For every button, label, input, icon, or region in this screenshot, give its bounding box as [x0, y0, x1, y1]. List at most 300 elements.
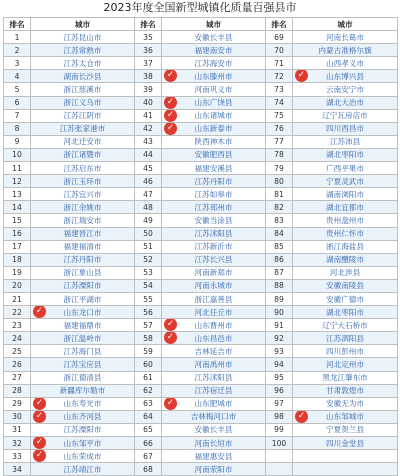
rank-cell — [135, 83, 162, 96]
rank-value: 84 — [274, 229, 284, 239]
table-body — [4, 31, 398, 476]
rank-cell — [266, 162, 293, 175]
rank-value: 25 — [12, 346, 22, 356]
city-name: 辽宁大石桥市 — [322, 320, 368, 330]
city-name: 河北任丘市 — [194, 307, 233, 317]
city-cell — [162, 345, 266, 358]
city-name: 安徽广德市 — [326, 294, 364, 304]
city-cell — [162, 227, 266, 240]
city-cell — [162, 292, 266, 305]
city-cell — [31, 188, 135, 201]
rank-value: 35 — [143, 32, 153, 42]
table-row — [4, 463, 398, 476]
city-cell — [162, 371, 266, 384]
rank-value: 17 — [12, 242, 22, 252]
city-cell — [162, 96, 266, 109]
city-name: 河南荥阳市 — [194, 464, 233, 474]
rank-cell — [135, 292, 162, 305]
rank-value: 34 — [12, 464, 22, 474]
rank-value: 4 — [14, 71, 20, 81]
city-name: 江苏溧阳市 — [63, 281, 102, 291]
rank-cell — [135, 214, 162, 227]
city-name: 山东广饶县 — [194, 98, 233, 108]
city-name: 浙江海盐县 — [326, 242, 364, 252]
rank-value: 79 — [274, 163, 284, 173]
city-cell — [162, 214, 266, 227]
city-cell — [293, 253, 398, 266]
rank-cell — [4, 345, 31, 358]
city-name: 河南禹州市 — [194, 359, 233, 369]
city-name: 江苏沛县 — [329, 137, 361, 147]
city-name: 江苏宿迁县 — [194, 386, 233, 396]
rank-value: 26 — [12, 359, 22, 369]
city-name: 山东博兴县 — [326, 71, 364, 81]
city-name: 湖北大冶市 — [326, 98, 364, 108]
check-circle-icon: ✓ — [164, 122, 177, 135]
table-row — [4, 227, 398, 240]
rank-cell — [266, 122, 293, 135]
city-cell — [162, 358, 266, 371]
check-circle-icon: ✓ — [295, 70, 308, 83]
rank-cell — [4, 175, 31, 188]
rank-cell — [4, 319, 31, 332]
city-cell — [293, 450, 398, 463]
table-row — [4, 266, 398, 279]
rank-cell — [266, 201, 293, 214]
rank-cell — [135, 44, 162, 57]
rank-value: 62 — [143, 386, 153, 396]
rank-cell — [4, 214, 31, 227]
rank-cell — [4, 109, 31, 122]
city-name: 河北定州市 — [326, 359, 364, 369]
rank-value: 99 — [274, 425, 284, 435]
rank-cell — [135, 70, 162, 83]
rank-value: 50 — [143, 229, 153, 239]
rank-value: 89 — [274, 294, 284, 304]
rank-cell — [266, 96, 293, 109]
city-cell — [31, 175, 135, 188]
rank-cell — [4, 201, 31, 214]
rank-cell — [266, 437, 293, 450]
table-row — [4, 292, 398, 305]
rank-cell — [266, 253, 293, 266]
city-name: 云南安宁市 — [326, 85, 364, 95]
rank-value: 48 — [143, 202, 153, 212]
ranking-table — [3, 17, 398, 476]
rank-cell — [135, 423, 162, 436]
rank-cell — [266, 188, 293, 201]
city-name: 安徽无为市 — [326, 399, 364, 409]
rank-value: 29 — [12, 399, 22, 409]
check-circle-icon: ✓ — [33, 437, 46, 450]
rank-value: 88 — [274, 281, 284, 291]
rank-value: 12 — [12, 176, 22, 186]
city-cell — [162, 266, 266, 279]
rank-value: 78 — [274, 150, 284, 160]
city-name: 贵州仁怀市 — [326, 229, 364, 239]
city-name: 广西平果市 — [326, 163, 364, 173]
city-name: 山东曹州市 — [194, 320, 233, 330]
city-name: 山东邹城市 — [326, 412, 364, 422]
table-row — [4, 83, 398, 96]
city-cell — [31, 44, 135, 57]
city-cell — [162, 384, 266, 397]
city-name: 江苏沭阳县 — [194, 229, 233, 239]
rank-value: 24 — [12, 333, 22, 343]
city-cell — [293, 397, 398, 410]
city-name: 江苏丹阳市 — [63, 255, 102, 265]
city-cell — [293, 188, 398, 201]
rank-value: 9 — [14, 137, 20, 147]
rank-value: 58 — [143, 333, 153, 343]
table-row — [4, 279, 398, 292]
city-cell — [293, 423, 398, 436]
city-cell — [31, 306, 135, 319]
rank-cell — [4, 371, 31, 384]
table-row — [4, 57, 398, 70]
city-cell — [31, 109, 135, 122]
city-cell — [162, 188, 266, 201]
city-name: 湖北枣阳市 — [326, 307, 364, 317]
header-city: 城市 — [162, 18, 266, 31]
rank-value: 72 — [274, 71, 284, 81]
check-circle-icon: ✓ — [164, 332, 177, 345]
city-cell — [162, 148, 266, 161]
rank-value: 46 — [143, 176, 153, 186]
city-cell — [162, 423, 266, 436]
rank-cell — [135, 266, 162, 279]
city-cell — [162, 319, 266, 332]
rank-value: 23 — [12, 320, 22, 330]
rank-cell — [4, 148, 31, 161]
rank-value: 68 — [143, 464, 153, 474]
city-name: 贵州盘州市 — [326, 215, 364, 225]
rank-value: 57 — [143, 320, 153, 330]
check-circle-icon: ✓ — [164, 70, 177, 83]
city-cell — [293, 135, 398, 148]
rank-cell — [4, 384, 31, 397]
city-cell — [162, 410, 266, 423]
city-name: 湖北枣阳市 — [326, 150, 364, 160]
rank-value: 96 — [274, 386, 284, 396]
rank-cell — [135, 201, 162, 214]
city-name: 宁夏贺兰县 — [326, 425, 364, 435]
city-cell — [293, 410, 398, 423]
table-row — [4, 332, 398, 345]
rank-cell — [4, 437, 31, 450]
city-name: 山东昌邑市 — [194, 333, 233, 343]
rank-value: 41 — [143, 111, 153, 121]
rank-cell — [135, 463, 162, 476]
table-row — [4, 319, 398, 332]
city-cell — [293, 175, 398, 188]
rank-value: 91 — [274, 320, 284, 330]
city-cell — [31, 96, 135, 109]
rank-cell — [266, 70, 293, 83]
city-name: 河北迁安市 — [63, 137, 102, 147]
rank-cell — [135, 148, 162, 161]
city-cell — [31, 450, 135, 463]
check-circle-icon: ✓ — [164, 96, 177, 109]
city-cell — [293, 384, 398, 397]
city-name: 浙江德清县 — [63, 373, 102, 383]
rank-value: 19 — [12, 268, 22, 278]
check-circle-icon: ✓ — [33, 450, 46, 463]
rank-cell — [4, 57, 31, 70]
rank-value: 71 — [274, 58, 284, 68]
header-city: 城市 — [293, 18, 398, 31]
city-name: 山西孝义市 — [326, 58, 364, 68]
check-circle-icon: ✓ — [33, 410, 46, 423]
rank-cell — [135, 31, 162, 44]
rank-cell — [266, 371, 293, 384]
city-name: 黑龙江肇东市 — [322, 373, 368, 383]
rank-value: 31 — [12, 425, 22, 435]
city-name: 江苏江阴市 — [63, 111, 102, 121]
table-row — [4, 397, 398, 410]
city-cell — [31, 227, 135, 240]
table-row — [4, 162, 398, 175]
rank-cell — [135, 188, 162, 201]
rank-value: 2 — [14, 45, 20, 55]
city-name: 湖南长沙县 — [63, 71, 102, 81]
rank-cell — [266, 345, 293, 358]
city-cell — [31, 70, 135, 83]
header-rank: 排名 — [266, 18, 293, 31]
city-name: 山东荣成市 — [63, 451, 102, 461]
rank-cell — [4, 358, 31, 371]
city-name: 江苏昆山市 — [63, 32, 102, 42]
rank-cell — [135, 345, 162, 358]
city-cell — [162, 44, 266, 57]
city-name: 四川西昌市 — [326, 124, 364, 134]
city-cell — [31, 240, 135, 253]
city-cell — [293, 162, 398, 175]
table-row — [4, 70, 398, 83]
city-cell — [31, 358, 135, 371]
city-cell — [162, 253, 266, 266]
city-cell — [293, 83, 398, 96]
city-name: 福建安溪县 — [194, 163, 233, 173]
rank-value: 94 — [274, 359, 284, 369]
rank-cell — [4, 162, 31, 175]
check-circle-icon: ✓ — [164, 109, 177, 122]
rank-value: 83 — [274, 215, 284, 225]
rank-value: 7 — [14, 111, 20, 121]
city-cell — [293, 266, 398, 279]
city-cell — [31, 384, 135, 397]
rank-cell — [4, 188, 31, 201]
city-name: 河南永城市 — [194, 281, 233, 291]
rank-value: 76 — [274, 124, 284, 134]
rank-cell — [4, 44, 31, 57]
rank-cell — [4, 135, 31, 148]
city-name: 陕西神木市 — [194, 137, 233, 147]
header-rank: 排名 — [135, 18, 162, 31]
city-name: 浙江嘉善县 — [194, 294, 233, 304]
rank-cell — [266, 397, 293, 410]
city-cell — [293, 319, 398, 332]
rank-value: 38 — [143, 71, 153, 81]
table-row — [4, 437, 398, 450]
rank-cell — [135, 397, 162, 410]
city-name: 江苏常熟市 — [63, 45, 102, 55]
city-name: 山东龙口市 — [63, 307, 102, 317]
rank-cell — [266, 148, 293, 161]
rank-value: 30 — [12, 412, 22, 422]
rank-cell — [266, 423, 293, 436]
city-cell — [31, 201, 135, 214]
rank-value: 69 — [274, 32, 284, 42]
rank-value: 63 — [143, 399, 153, 409]
city-cell — [31, 397, 135, 410]
city-name: 吉林延吉市 — [194, 346, 233, 356]
rank-value: 5 — [14, 85, 20, 95]
city-name: 浙江温岭市 — [63, 333, 102, 343]
city-name: 山东滕州市 — [194, 71, 233, 81]
city-name: 江苏海安市 — [194, 58, 233, 68]
rank-value: 1 — [14, 32, 20, 42]
rank-cell — [4, 332, 31, 345]
rank-cell — [4, 70, 31, 83]
city-name: 江苏太仓市 — [63, 58, 102, 68]
rank-cell — [266, 358, 293, 371]
city-cell — [293, 240, 398, 253]
city-name: 江苏新沂市 — [194, 242, 233, 252]
city-name: 江苏启东市 — [63, 163, 102, 173]
city-cell — [293, 96, 398, 109]
table-row — [4, 358, 398, 371]
rank-value: 21 — [12, 294, 22, 304]
rank-cell — [266, 240, 293, 253]
city-name: 河南巩义市 — [194, 85, 233, 95]
city-cell — [162, 57, 266, 70]
rank-value: 92 — [274, 333, 284, 343]
table-row — [4, 122, 398, 135]
city-name: 新疆库尔勒市 — [59, 386, 106, 396]
city-name: 福建晋江市 — [63, 229, 102, 239]
table-row — [4, 450, 398, 463]
city-cell — [293, 437, 398, 450]
rank-cell — [135, 358, 162, 371]
rank-cell — [266, 319, 293, 332]
rank-cell — [4, 240, 31, 253]
page-title: 2023年度全国新型城镇化质量百强县市 — [103, 1, 297, 14]
rank-cell — [4, 266, 31, 279]
rank-value: 45 — [143, 163, 153, 173]
city-name: 福建惠安县 — [194, 451, 233, 461]
city-cell — [162, 135, 266, 148]
city-name: 江苏长兴县 — [194, 255, 233, 265]
rank-value: 49 — [143, 215, 153, 225]
rank-cell — [266, 57, 293, 70]
rank-value: 28 — [12, 386, 22, 396]
rank-value: 3 — [14, 58, 20, 68]
city-cell — [293, 148, 398, 161]
rank-cell — [266, 292, 293, 305]
city-cell — [162, 306, 266, 319]
rank-cell — [135, 410, 162, 423]
rank-cell — [266, 332, 293, 345]
city-cell — [293, 463, 398, 476]
city-cell — [162, 122, 266, 135]
rank-cell — [135, 450, 162, 463]
city-name: 山东寿光市 — [63, 399, 102, 409]
rank-value: 64 — [143, 412, 153, 422]
rank-cell — [4, 397, 31, 410]
rank-cell — [135, 162, 162, 175]
rank-cell — [135, 371, 162, 384]
city-name: 安徽南陵县 — [326, 281, 364, 291]
city-cell — [293, 122, 398, 135]
rank-value: 18 — [12, 255, 22, 265]
city-name: 浙江慈溪市 — [63, 85, 102, 95]
rank-cell — [266, 44, 293, 57]
rank-value: 93 — [274, 346, 284, 356]
city-cell — [31, 122, 135, 135]
rank-cell — [266, 214, 293, 227]
rank-cell — [135, 227, 162, 240]
rank-cell — [4, 410, 31, 423]
city-cell — [162, 450, 266, 463]
rank-value: 42 — [143, 124, 153, 134]
city-cell — [293, 279, 398, 292]
rank-value: 87 — [274, 268, 284, 278]
table-row — [4, 214, 398, 227]
city-cell — [31, 148, 135, 161]
header-city: 城市 — [31, 18, 135, 31]
table-row — [4, 135, 398, 148]
rank-cell — [135, 96, 162, 109]
city-cell — [293, 57, 398, 70]
rank-cell — [4, 83, 31, 96]
city-name: 福建福鼎市 — [63, 320, 102, 330]
city-cell — [31, 162, 135, 175]
rank-cell — [4, 122, 31, 135]
city-name: 江苏张家港市 — [59, 124, 106, 134]
city-cell — [293, 345, 398, 358]
city-cell — [31, 31, 135, 44]
rank-value: 80 — [274, 176, 284, 186]
city-cell — [31, 345, 135, 358]
rank-cell — [4, 227, 31, 240]
city-cell — [162, 162, 266, 175]
rank-value: 100 — [271, 438, 287, 448]
city-name: 湖南醴陵市 — [326, 255, 364, 265]
city-name: 山东肥城市 — [194, 399, 233, 409]
rank-value: 59 — [143, 346, 153, 356]
city-cell — [31, 319, 135, 332]
rank-value: 97 — [274, 399, 284, 409]
city-cell — [31, 253, 135, 266]
city-cell — [293, 44, 398, 57]
city-cell — [162, 463, 266, 476]
city-cell — [31, 57, 135, 70]
rank-value: 86 — [274, 255, 284, 265]
city-name: 河南长葛市 — [326, 32, 364, 42]
city-name: 江苏溧阳市 — [63, 425, 102, 435]
rank-cell — [266, 384, 293, 397]
rank-cell — [4, 279, 31, 292]
rank-value: 90 — [274, 307, 284, 317]
rank-cell — [135, 306, 162, 319]
city-name: 安徽长丰县 — [194, 32, 233, 42]
city-name: 山东齐河县 — [63, 412, 102, 422]
rank-value: 13 — [12, 189, 22, 199]
rank-cell — [266, 83, 293, 96]
rank-value: 67 — [143, 451, 153, 461]
table-row — [4, 188, 398, 201]
